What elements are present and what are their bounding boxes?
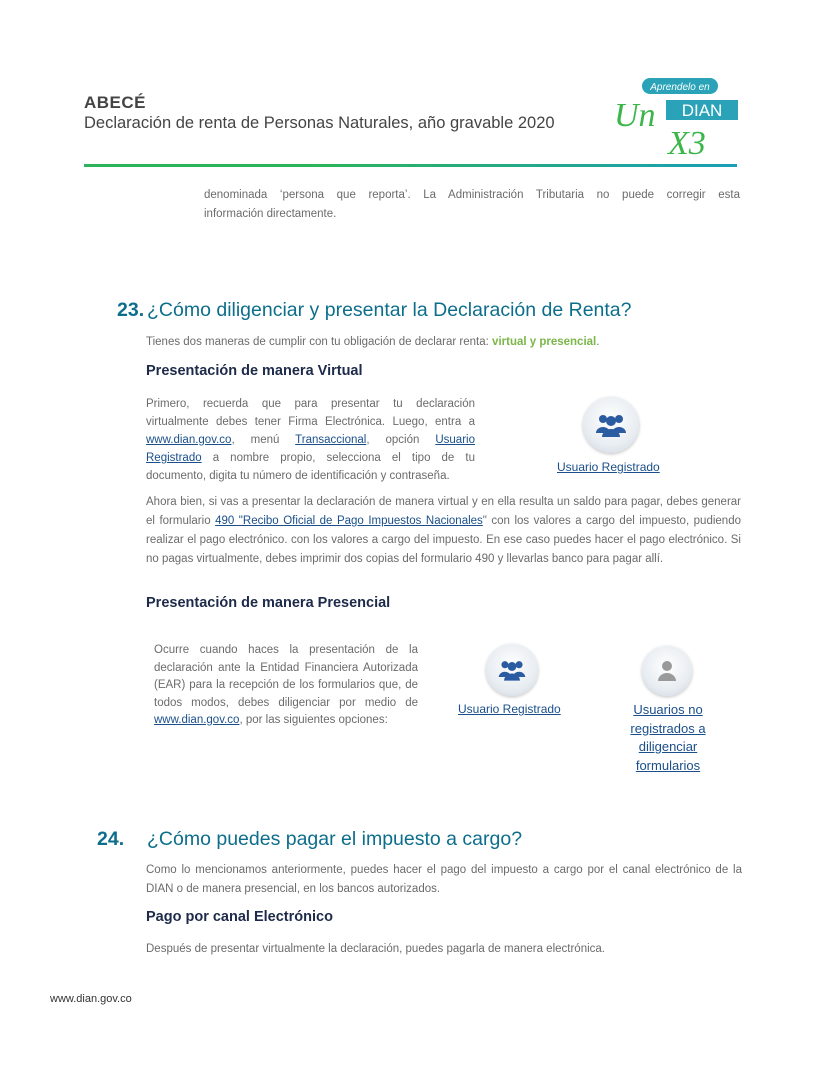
lead-end: .	[596, 336, 600, 348]
single-user-icon	[642, 646, 692, 696]
section-24-title	[147, 828, 522, 851]
logo-tag-text: Aprendelo en	[650, 82, 710, 93]
option-usuario-registrado-label[interactable]: Usuario Registrado	[458, 702, 561, 716]
second-text-2: " con los valores a cargo del impuesto, pudiendo realizar el pago electrónico. con los valores a cargo del impuesto. En ese caso puedes hacer el pago electrónico. Si no pagas virtualmente, debes imprimir dos copias del formulario 490 y llevarlas banco para pagar allí.	[146, 515, 741, 565]
pago-electronico-heading: Pago por canal Electrónico	[146, 909, 333, 925]
formulario-490-link[interactable]: 490 "Recibo Oficial de Pago Impuestos Nacionales	[215, 515, 483, 527]
document-title: ABECÉ	[84, 93, 147, 112]
section-23-title	[147, 299, 632, 322]
section-23-title-text: ¿Cómo diligenciar y presentar la Declaración de Renta?	[147, 299, 632, 321]
virtual-heading: Presentación de manera Virtual	[146, 363, 363, 379]
header-divider	[84, 164, 737, 167]
virtual-text-1: Primero, recuerda que para presentar tu declaración virtualmente debes tener Firma Electrónica. Luego, entra a	[146, 398, 475, 428]
footer-site: www.dian.gov.co	[50, 993, 132, 1005]
pago-electronico-paragraph: Después de presentar virtualmente la declaración, puedes pagarla de manera electrónica.	[146, 943, 605, 955]
dian-logo	[612, 76, 742, 158]
section-24-number: 24.	[97, 828, 125, 850]
dian-site-link[interactable]: www.dian.gov.co	[146, 434, 232, 446]
users-group-icon	[583, 397, 639, 453]
presencial-text-2: , por las siguientes opciones:	[239, 714, 388, 726]
section-23-number: 23.	[117, 299, 145, 321]
usuario-registrado-link[interactable]: Usuario Registrado	[146, 434, 475, 464]
lead-text: Tienes dos maneras de cumplir con tu obligación de declarar renta:	[146, 336, 493, 348]
usuario-registrado-icon-label[interactable]: Usuario Registrado	[557, 460, 660, 474]
second-text-1: Ahora bien, si vas a presentar la declaración de manera virtual y en ella resulta un saldo para pagar, debes generar el formulario	[146, 496, 741, 527]
virtual-paragraph	[146, 395, 475, 485]
presencial-text-1: Ocurre cuando haces la presentación de la declaración ante la Entidad Financiera Autorizada (EAR) para la recepción de los formularios que, de todos modos, debes diligenciar por medio de	[154, 644, 418, 709]
users-group-icon	[486, 644, 538, 696]
document-subtitle: Declaración de renta de Personas Naturales, año gravable 2020	[84, 114, 555, 132]
presencial-heading: Presentación de manera Presencial	[146, 595, 391, 611]
presencial-dian-link[interactable]: www.dian.gov.co	[154, 714, 240, 726]
section-24-lead: Como lo mencionamos anteriormente, puedes hacer el pago del impuesto a cargo por el canal electrónico de la DIAN o de manera presencial, en los bancos autorizados.	[146, 864, 742, 895]
logo-un-text: Un	[614, 97, 656, 134]
intro-paragraph-line1: denominada ‘persona que reporta’. La Administración Tributaria no puede corregir esta	[204, 189, 740, 201]
option-no-registrados-label[interactable]: Usuarios no registrados a diligenciar formularios	[630, 702, 706, 773]
virtual-text-3: , opción	[366, 434, 436, 446]
intro-paragraph-line2: información directamente.	[204, 208, 337, 220]
transaccional-link[interactable]: Transaccional	[295, 434, 367, 446]
virtual-second-paragraph	[146, 493, 741, 569]
virtual-text-4: a nombre propio, selecciona el tipo de tu documento, digita tu número de identificación y contraseña.	[146, 452, 475, 482]
virtual-text-2: , menú	[231, 434, 296, 446]
section-24-title-text: ¿Cómo puedes pagar el impuesto a cargo?	[147, 828, 523, 850]
logo-x3-text: X3	[668, 125, 706, 158]
presencial-paragraph	[154, 642, 418, 730]
lead-highlight: virtual y presencial	[492, 336, 597, 348]
option-usuario-registrado-button[interactable]	[486, 644, 538, 696]
logo-dian-text: DIAN	[681, 101, 723, 120]
usuario-registrado-icon-button[interactable]	[583, 397, 639, 453]
section-23-lead	[146, 333, 746, 352]
option-no-registrados-button[interactable]	[642, 646, 692, 696]
